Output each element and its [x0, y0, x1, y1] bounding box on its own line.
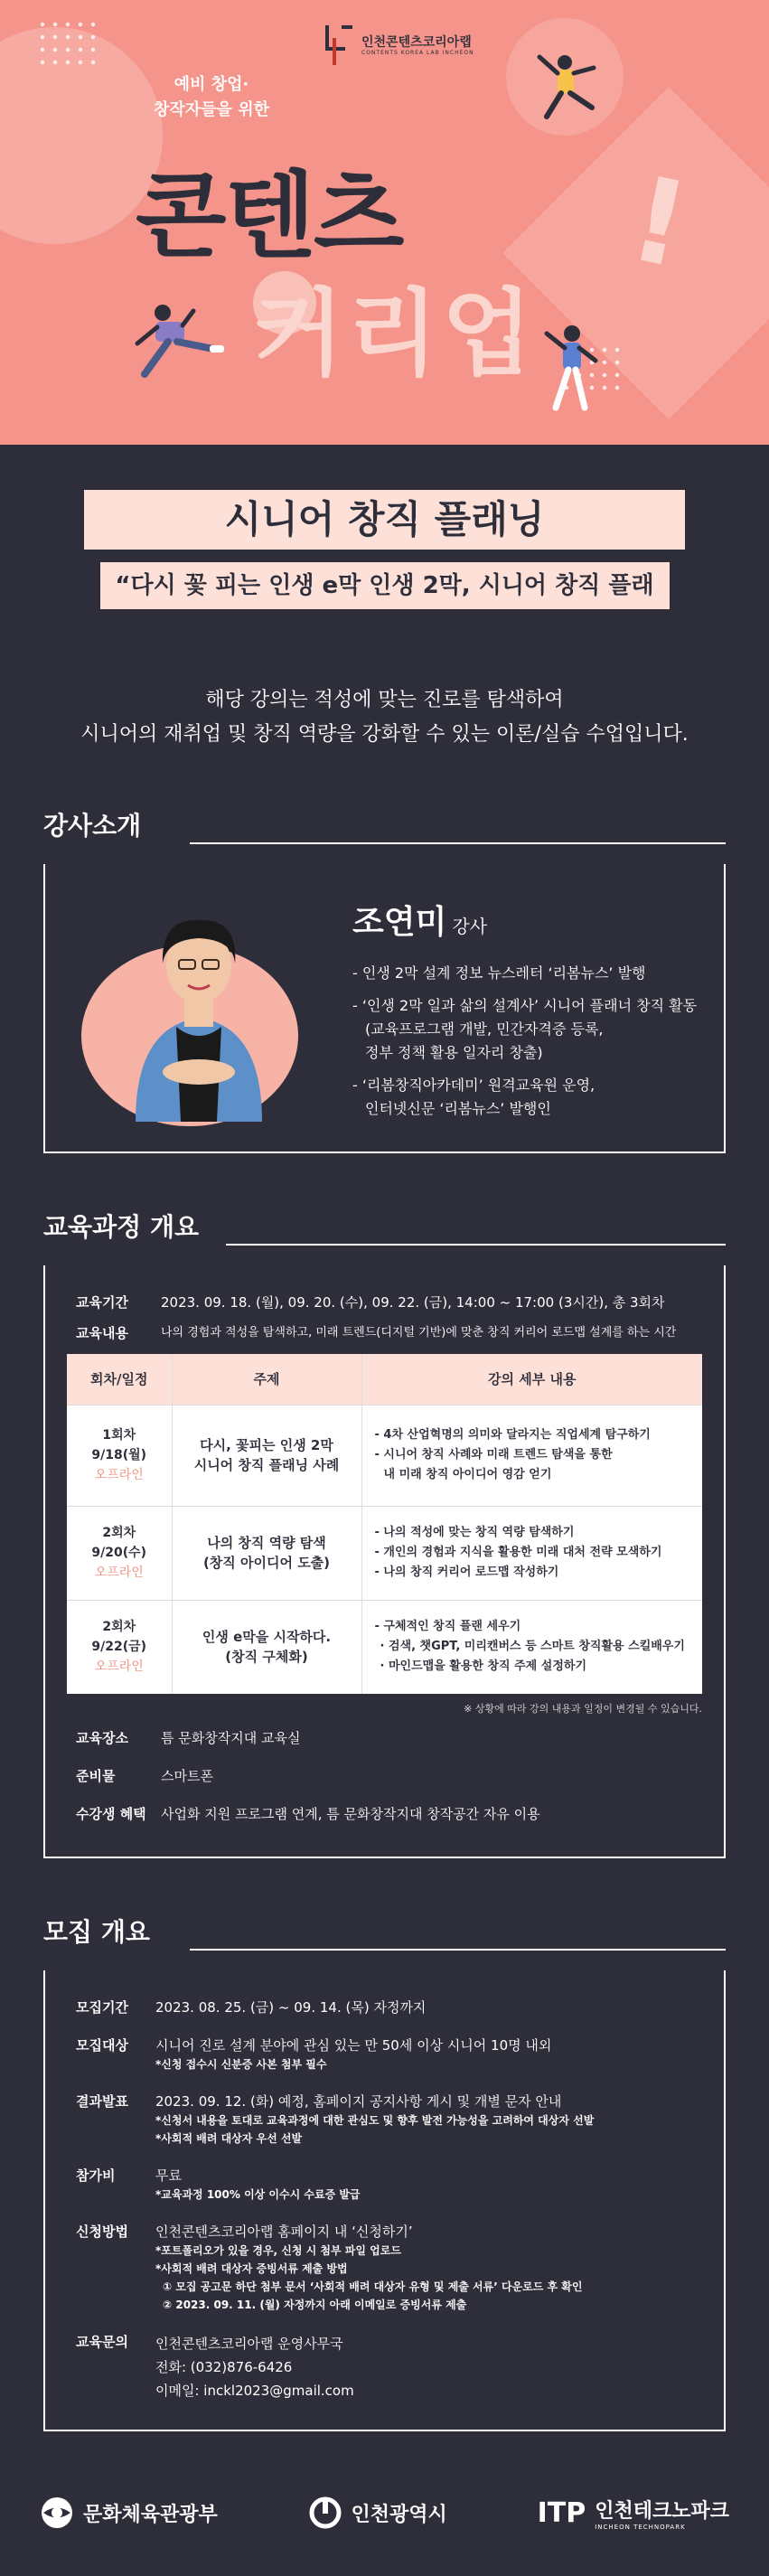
recruit-row-target — [67, 2035, 702, 2073]
recruit-row-period — [67, 1998, 702, 2017]
info-label: 모집기간 — [76, 1999, 128, 2016]
info-subnote: ① 모집 공고문 하단 첨부 문서 ‘사회적 배려 대상자 유형 및 제출 서류’ 다운로드 후 확인 — [163, 2280, 583, 2293]
tagline-line: 창작자들을 위한 — [154, 100, 269, 119]
recruit-panel — [43, 1970, 726, 2431]
footer-logos — [0, 2449, 769, 2576]
bio-item-text: 정부 정책 활용 일자리 창출) — [365, 1044, 543, 1061]
instructor-bio-list — [352, 962, 732, 1130]
session-cell — [67, 1506, 172, 1600]
topic-line: 인생 e막을 시작하다. — [202, 1629, 332, 1646]
instructor-role: 강사 — [452, 916, 487, 937]
info-subnote: *포트폴리오가 있을 경우, 신청 시 첨부 파일 업로드 — [155, 2244, 401, 2257]
table-row — [67, 1405, 702, 1506]
program-title: 시니어 창직 플래닝 — [84, 490, 685, 550]
table-header: 강의 세부 내용 — [361, 1354, 702, 1405]
table-header: 회차/일정 — [67, 1354, 172, 1405]
recruit-row-apply — [67, 2222, 702, 2314]
info-value: 나의 경험과 적성을 탐색하고, 미래 트렌드(디지털 기반)에 맞춘 창직 커리어 로드맵 설계를 하는 시간 — [161, 1326, 677, 1340]
detail-line: · 마인드맵을 활용한 창직 주제 설정하기 — [380, 1659, 586, 1674]
footer-org-subname: INCHEON TECHNOPARK — [595, 2523, 686, 2531]
logo-name: 인천콘텐츠코리아랩 — [361, 34, 472, 50]
bio-item: - 인생 2막 설계 정보 뉴스레터 ‘리봄뉴스’ 발행 — [352, 964, 646, 982]
info-value — [155, 2332, 702, 2402]
table-header: 주제 — [172, 1354, 361, 1405]
detail-line: - 개인의 경험과 지식을 활용한 미래 대처 전략 모색하기 — [374, 1546, 662, 1559]
logo-mark-icon — [325, 25, 352, 65]
info-value-text: 무료 — [155, 2167, 182, 2184]
footer-org-mcst — [40, 2496, 218, 2530]
info-row-period — [67, 1293, 702, 1312]
info-subnote: *신청 접수시 신분증 사본 첨부 필수 — [155, 2058, 327, 2071]
info-value-text: 인천콘텐츠코리아랩 홈페이지 내 ‘신청하기’ — [155, 2223, 413, 2240]
detail-cell — [361, 1405, 702, 1506]
session-date: 9/20(수) — [91, 1546, 147, 1560]
info-subnote: *사회적 배려 대상자 증빙서류 제출 방법 — [155, 2262, 348, 2275]
info-row-prep — [67, 1766, 702, 1786]
topic-cell — [172, 1600, 361, 1694]
session-number: 2회차 — [102, 1620, 136, 1635]
table-row — [67, 1600, 702, 1694]
detail-line: · 검색, 챗GPT, 미리캔버스 등 스마트 창직활용 스킬배우기 — [380, 1640, 685, 1654]
mcst-emblem-icon — [40, 2496, 74, 2530]
footer-org-itp — [538, 2496, 729, 2531]
info-value — [155, 2222, 702, 2314]
session-mode: 오프라인 — [94, 1468, 144, 1482]
bio-item-text: - ‘리봄창직아카데미’ 원격교육원 운영, — [352, 1076, 596, 1094]
footer-org-incheon — [308, 2496, 447, 2530]
info-value-text: 2023. 09. 12. (화) 예정, 홈페이지 공지사항 게시 및 개별 문자 안내 — [155, 2093, 562, 2110]
bio-item-text: - ‘인생 2막 일과 삶의 설계사’ 시니어 플래너 창직 활동 — [352, 997, 698, 1014]
intro-line: 해당 강의는 적성에 맞는 진로를 탐색하여 — [205, 689, 564, 711]
contact-phone: 전화: (032)876-6426 — [155, 2359, 293, 2375]
info-subnote: *사회적 배려 대상자 우선 선발 — [155, 2132, 303, 2145]
detail-line: - 구체적인 창직 플랜 세우기 — [374, 1620, 521, 1634]
detail-line: - 4차 산업혁명의 의미와 달라지는 직업세계 탐구하기 — [374, 1428, 651, 1442]
incheon-emblem-icon — [308, 2496, 342, 2530]
intro-line: 시니어의 재취업 및 창직 역량을 강화할 수 있는 이론/실습 수업입니다. — [80, 723, 689, 746]
info-label: 참가비 — [76, 2167, 116, 2184]
detail-line: - 나의 적성에 맞는 창직 역량 탐색하기 — [374, 1526, 575, 1539]
section-divider — [226, 1244, 726, 1246]
bio-item-text: 인터넷신문 ‘리봄뉴스’ 발행인 — [365, 1100, 551, 1117]
detail-line: - 시니어 창직 사례와 미래 트렌드 탐색을 통한 — [374, 1448, 613, 1462]
hero-title-line2: 커리업 — [253, 278, 537, 389]
section-title: 모집 개요 — [43, 1917, 150, 1947]
detail-line: 내 미래 창직 아이디어 영감 얻기 — [383, 1468, 552, 1481]
info-subnote: *교육과정 100% 이상 이수시 수료증 발급 — [155, 2188, 361, 2201]
hero-exclaim: ! — [618, 149, 700, 296]
jumping-person-illustration — [529, 50, 610, 131]
info-row-content — [67, 1323, 702, 1343]
bio-item-text: (교육프로그램 개발, 민간자격증 등록, — [365, 1020, 604, 1038]
hero-banner — [0, 0, 769, 445]
session-mode: 오프라인 — [94, 1565, 144, 1580]
detail-line: - 나의 창직 커리어 로드맵 작성하기 — [374, 1565, 559, 1579]
topic-cell — [172, 1405, 361, 1506]
table-header-row — [67, 1354, 702, 1405]
footer-org-name: 인천테크노파크 — [595, 2499, 729, 2523]
info-subnote: ② 2023. 09. 11. (월) 자정까지 아래 이메일로 증빙서류 제출 — [163, 2299, 467, 2311]
info-subnote: *신청서 내용을 토대로 교육과정에 대한 관심도 및 향후 발전 가능성을 고려하여 대상자 선발 — [155, 2114, 595, 2127]
program-intro — [0, 683, 769, 752]
bio-item — [352, 994, 732, 1018]
topic-line: (창직 구체화) — [225, 1649, 308, 1666]
instructor-section-header — [0, 806, 769, 851]
footer-org-name: 문화체육관광부 — [83, 2503, 218, 2526]
info-label: 결과발표 — [76, 2093, 128, 2110]
topic-cell — [172, 1506, 361, 1600]
recruit-row-result — [67, 2092, 702, 2148]
recruit-row-fee — [67, 2166, 702, 2204]
info-value: 틈 문화창작지대 교육실 — [161, 1730, 301, 1746]
info-row-place — [67, 1728, 702, 1748]
running-person-illustration — [127, 298, 253, 398]
session-cell — [67, 1405, 172, 1506]
dot-pattern — [36, 18, 99, 72]
program-subtitle: “다시 꽃 피는 인생 e막 인생 2막, 시니어 창직 플래닝” — [100, 562, 670, 609]
session-number: 1회차 — [102, 1428, 136, 1443]
section-title: 교육과정 개요 — [43, 1212, 200, 1242]
recruit-row-contact — [67, 2332, 702, 2402]
dancing-person-illustration — [529, 321, 610, 429]
hero-title-line1: 콘텐츠 — [136, 161, 403, 271]
section-divider — [190, 1949, 726, 1951]
session-number: 2회차 — [102, 1526, 136, 1540]
contact-email: 이메일: inckl2023@gmail.com — [155, 2383, 354, 2399]
footer-org-name-group — [595, 2496, 729, 2531]
footer-org-name: 인천광역시 — [351, 2503, 447, 2526]
hero-logo — [325, 25, 474, 65]
instructor-photo — [81, 891, 312, 1122]
bio-item — [352, 1074, 732, 1097]
topic-line: 시니어 창직 플래닝 사례 — [193, 1457, 340, 1473]
section-title: 강사소개 — [43, 811, 142, 841]
info-label: 모집대상 — [76, 2037, 128, 2054]
info-label: 신청방법 — [76, 2223, 128, 2240]
detail-cell — [361, 1600, 702, 1694]
info-label: 교육장소 — [76, 1730, 128, 1746]
info-value-text: 시니어 진로 설계 분야에 관심 있는 만 50세 이상 시니어 10명 내외 — [155, 2037, 552, 2054]
session-cell — [67, 1600, 172, 1694]
schedule-table — [67, 1354, 702, 1694]
schedule-note: ※ 상황에 따라 강의 내용과 일정이 변경될 수 있습니다. — [464, 1703, 702, 1715]
recruit-section-header — [0, 1913, 769, 1958]
hero-tagline — [154, 72, 269, 123]
info-value: 2023. 08. 25. (금) ~ 09. 14. (목) 자정까지 — [155, 1999, 427, 2016]
instructor-panel — [43, 864, 726, 1153]
instructor-name — [352, 897, 487, 943]
topic-line: 나의 창직 역량 탐색 — [207, 1535, 326, 1551]
info-label: 준비물 — [76, 1768, 116, 1784]
bio-item — [352, 1097, 732, 1121]
itp-logo-mark: ITP — [537, 2496, 586, 2529]
contact-line: 인천콘텐츠코리아랩 운영사무국 — [155, 2336, 343, 2352]
info-value: 2023. 09. 18. (월), 09. 20. (수), 09. 22. (금), 14:00 ~ 17:00 (3시간), 총 3회차 — [161, 1294, 665, 1311]
section-divider — [190, 842, 726, 844]
detail-cell — [361, 1506, 702, 1600]
info-label: 수강생 혜택 — [76, 1806, 146, 1822]
topic-line: 다시, 꽃피는 인생 2막 — [200, 1437, 333, 1453]
logo-sub: CONTENTS KOREA LAB INCHEON — [361, 49, 474, 56]
info-value — [155, 2035, 702, 2073]
topic-line: (창직 아이디어 도출) — [202, 1555, 331, 1571]
bio-item — [352, 1018, 732, 1041]
info-label: 교육기간 — [76, 1294, 128, 1311]
program-title-block — [0, 445, 769, 752]
info-value — [155, 2092, 702, 2148]
session-date: 9/18(월) — [91, 1448, 147, 1462]
info-value — [155, 2166, 702, 2204]
instructor-portrait — [117, 891, 280, 1122]
curriculum-section-header — [0, 1208, 769, 1253]
instructor-name-text: 조연미 — [352, 904, 447, 941]
session-mode: 오프라인 — [94, 1659, 144, 1675]
bio-item — [352, 1041, 732, 1065]
info-label: 교육문의 — [76, 2334, 128, 2350]
info-label: 교육내용 — [76, 1325, 128, 1341]
info-value: 사업화 지원 프로그램 연계, 틈 문화창작지대 창작공간 자유 이용 — [161, 1806, 540, 1822]
info-row-benefit — [67, 1804, 702, 1824]
tagline-line: 예비 창업· — [173, 75, 249, 94]
curriculum-panel — [43, 1265, 726, 1858]
table-row — [67, 1506, 702, 1600]
info-value: 스마트폰 — [161, 1768, 213, 1784]
session-date: 9/22(금) — [91, 1640, 147, 1655]
